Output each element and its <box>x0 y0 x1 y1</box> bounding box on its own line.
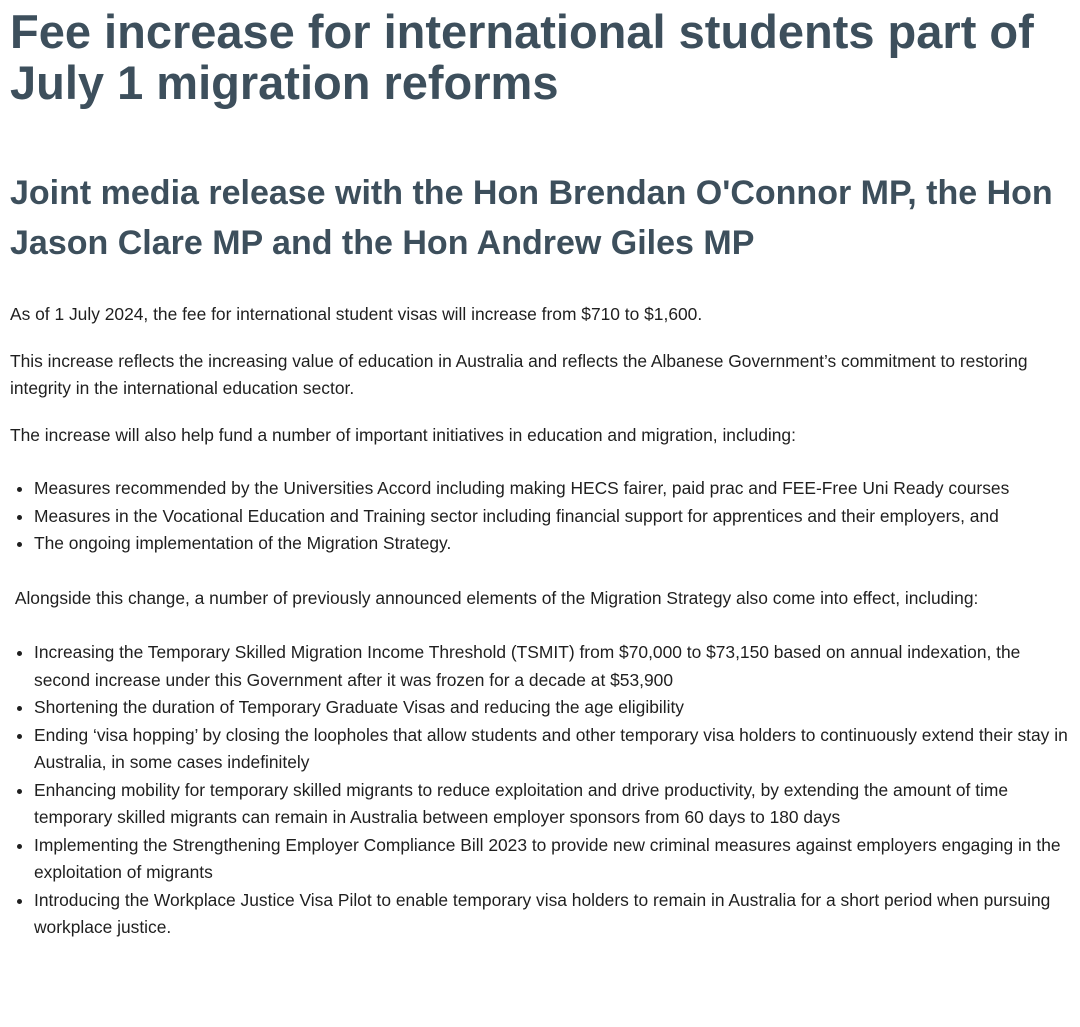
strategy-elements-list <box>10 639 1068 942</box>
list-item: • Implementing the Strengthening Employer Compliance Bill 2023 to provide new criminal measures against employers engaging in the exploitation of migrants <box>34 832 1068 887</box>
list-item: • Shortening the duration of Temporary Graduate Visas and reducing the age eligibility <box>34 694 1068 722</box>
strategy-paragraph: Alongside this change, a number of previously announced elements of the Migration Strategy also come into effect, including: <box>10 587 979 608</box>
page-subtitle: Joint media release with the Hon Brendan O'Connor MP, the Hon Jason Clare MP and the Hon Andrew Giles MP <box>10 174 1053 262</box>
list-item: • Enhancing mobility for temporary skilled migrants to reduce exploitation and drive productivity, by extending the amount of time temporary skilled migrants can remain in Australia between employer sponsors from 60 days to 180 days <box>34 777 1068 832</box>
list-item: • The ongoing implementation of the Migration Strategy. <box>34 530 1068 558</box>
initiatives-list <box>10 475 1068 558</box>
list-item: • Increasing the Temporary Skilled Migration Income Threshold (TSMIT) from $70,000 to $73,150 based on annual indexation, the second increase under this Government after it was frozen for a decade at $53,900 <box>34 639 1068 694</box>
page-title: Fee increase for international students part of July 1 migration reforms <box>10 5 1034 109</box>
list-item: • Ending ‘visa hopping’ by closing the loopholes that allow students and other temporary visa holders to continuously extend their stay in Australia, in some cases indefinitely <box>34 722 1068 777</box>
value-paragraph: This increase reflects the increasing value of education in Australia and reflects the Albanese Government’s commitment to restoring integrity in the international education sector. <box>10 350 1028 398</box>
list-item: • Measures recommended by the Universities Accord including making HECS fairer, paid prac and FEE-Free Uni Ready courses <box>34 475 1068 503</box>
funding-paragraph: The increase will also help fund a number of important initiatives in education and migration, including: <box>10 424 796 445</box>
list-item: • Measures in the Vocational Education and Training sector including financial support for apprentices and their employers, and <box>34 503 1068 531</box>
list-item: • Introducing the Workplace Justice Visa Pilot to enable temporary visa holders to remain in Australia for a short period when pursuing workplace justice. <box>34 887 1068 942</box>
fee-paragraph: As of 1 July 2024, the fee for international student visas will increase from $710 to $1,600. <box>10 304 703 324</box>
